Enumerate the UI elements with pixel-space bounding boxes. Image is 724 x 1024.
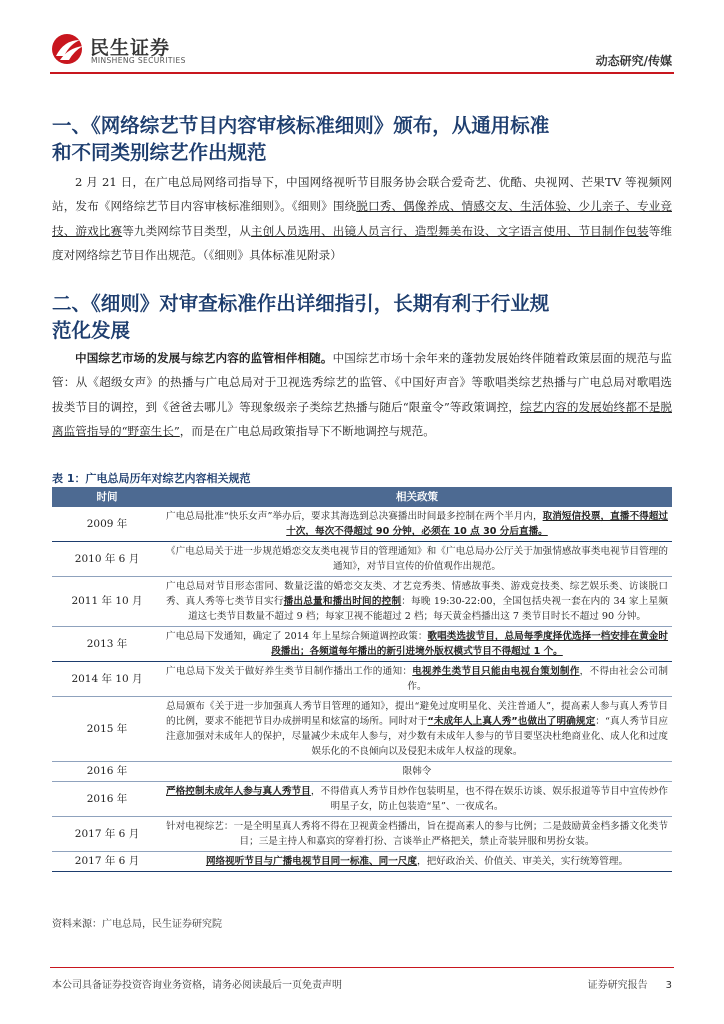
policy-text: 广电总局下发关于做好养生类节目制作播出工作的通知： [166, 666, 413, 677]
footer-disclaimer: 本公司具备证券投资咨询业务资格，请务必阅读最后一页免责声明 [52, 980, 342, 991]
policy-emphasis: 播出总量和播出时间的控制 [283, 596, 402, 607]
section1-title-line1: 一、《网络综艺节目内容审核标准细则》颁布，从通用标准 [52, 114, 550, 137]
section1-text-b: 等九类网综节目类型，从 [122, 223, 251, 238]
row-time: 2016 年 [52, 762, 162, 782]
row-time: 2010 年 6 月 [52, 542, 162, 577]
section1-underlined-genres: 脱口秀、偶像养成、情感交友、生活体验、少儿亲子、专业竞技、游戏比赛 [52, 199, 672, 238]
table-header-row [52, 487, 672, 507]
footer-report-type: 证券研究报告 [587, 980, 648, 991]
row-policy [162, 817, 672, 852]
footer-right [570, 976, 672, 991]
row-policy [162, 852, 672, 872]
policy-emphasis: 电视养生类节目只能由电视台策划制作 [412, 666, 580, 677]
section1-title [52, 112, 672, 166]
policy-emphasis: 严格控制未成年人参与真人秀节目 [166, 786, 311, 797]
row-time: 2017 年 6 月 [52, 817, 162, 852]
section2-paragraph [52, 346, 672, 443]
policy-text: 限韩令 [402, 766, 432, 777]
table-row [52, 782, 672, 817]
section2-lead-sentence: 中国综艺市场的发展与综艺内容的监管相伴相随。 [75, 351, 333, 365]
section2-title [52, 290, 672, 344]
column-header-policy: 相关政策 [162, 487, 672, 507]
row-policy [162, 577, 672, 627]
policy-emphasis: “未成年人上真人秀”也做出了明确规定 [427, 716, 596, 727]
section1-underlined-dimensions: 主创人员选用、出镜人员言行、造型舞美布设、文字语言使用、节目制作包装 [250, 223, 649, 238]
table-row [52, 507, 672, 542]
table-row [52, 542, 672, 577]
section2-title-line2: 范化发展 [52, 319, 131, 342]
page-header [0, 0, 724, 80]
logo-chinese-name: 民生证券 [90, 37, 171, 59]
policy-emphasis: 取消短信投票，直播不得超过十次，每次不得超过 90 分钟，必须在 10 点 30 分后直播。 [286, 511, 668, 537]
section1-title-line2: 和不同类别综艺作出规范 [52, 141, 267, 164]
row-time: 2014 年 10 月 [52, 662, 162, 697]
section1-text-a: 2 月 21 日，在广电总局网络司指导下，中国网络视听节目服务协会联合爱奇艺、优酷、央视网、芒果TV 等视频网站，发布《网络综艺节目内容审核标准细则》。《细则》围绕 [52, 175, 672, 214]
policy-emphasis: 歌唱类选拔节目，总局每季度择优选择一档安排在黄金时段播出；各频道每年播出的新引进境外版权模式节目不得超过 1 个。 [271, 631, 669, 657]
policy-text-tail: ：“真人秀节目应注意加强对未成年人的保护，尽量减少未成年人参与，对少数有未成年人参与的节目要坚决杜绝商业化、成人化和过度娱乐化的不良倾向以及侵犯未成年人权益的现象。 [166, 716, 668, 757]
row-time: 2017 年 6 月 [52, 852, 162, 872]
table-row [52, 852, 672, 872]
table-row [52, 697, 672, 762]
table-row [52, 577, 672, 627]
row-policy [162, 697, 672, 762]
logo-english-name: MINSHENG SECURITIES [91, 56, 186, 65]
row-time: 2011 年 10 月 [52, 577, 162, 627]
row-policy [162, 762, 672, 782]
row-policy [162, 662, 672, 697]
section2-text-b: ，而是在广电总局政策指导下不断地调控与规范。 [179, 423, 435, 438]
row-policy [162, 507, 672, 542]
row-time: 2015 年 [52, 697, 162, 762]
policy-text: 广电总局下发通知，确定了 2014 年上星综合频道调控政策： [166, 631, 428, 642]
policy-emphasis: 网络视听节目与广播电视节目同一标准、同一尺度 [205, 856, 417, 867]
policy-text: 针对电视综艺：一是全明星真人秀将不得在卫视黄金档播出，旨在提高素人的参与比例；二是鼓励黄金档多播文化类节目；三是主持人和嘉宾的穿着打扮、言谈举止严格把关，禁止奇装异服和男扮女装。 [166, 821, 668, 847]
table-row [52, 662, 672, 697]
header-divider [50, 72, 674, 74]
policy-text-tail: ，不得由社会公司制作。 [407, 666, 669, 692]
section1-text-c: 等维度对网络综艺节目作出规范。（《细则》具体标准见附录） [52, 223, 672, 262]
row-time: 2013 年 [52, 627, 162, 662]
row-policy [162, 542, 672, 577]
logo-swoosh-icon [50, 32, 86, 66]
row-time: 2009 年 [52, 507, 162, 542]
policy-text-tail: ，不得借真人秀节目炒作包装明星，也不得在娱乐访谈、娱乐报道等节目中宣传炒作明星子女，防止包装造“星”、一夜成名。 [310, 786, 669, 812]
policy-text: 《广电总局关于进一步规范婚恋交友类电视节目的管理通知》和《广电总局办公厅关于加强情感故事类电视节目管理的通知》，对节目宣传的价值观作出规范。 [166, 546, 668, 572]
table-source-note: 资料来源：广电总局，民生证券研究院 [52, 919, 222, 930]
row-policy [162, 627, 672, 662]
table-row [52, 762, 672, 782]
table-title: 表 1：广电总局历年对综艺内容相关规范 [52, 472, 251, 485]
policy-text: 广电总局批准“快乐女声”举办后，要求其海选到总决赛播出时间最多控制在两个半月内， [166, 511, 543, 522]
policy-text-tail: ：每晚 19:30-22:00，全国包括央视一套在内的 34 家上星频道这七类节目数量不超过 9 档；每家卫视不能超过 2 档；每天黄金档播出这 7 类节目时长不超过 90 分钟。 [188, 596, 668, 622]
section1-paragraph [52, 170, 672, 267]
row-time: 2016 年 [52, 782, 162, 817]
policy-text: 广电总局对节目形态雷同、数量泛滥的婚恋交友类、才艺竞秀类、情感故事类、游戏竞技类、综艺娱乐类、访谈脱口秀、真人秀等七类节目实行 [166, 581, 668, 607]
table-row [52, 817, 672, 852]
section2-underlined-text: 综艺内容的发展始终都不是脱离监管指导的“野蛮生长” [52, 399, 672, 438]
row-policy [162, 782, 672, 817]
minsheng-logo [50, 32, 190, 66]
table-row [52, 627, 672, 662]
column-header-time: 时间 [52, 487, 162, 507]
report-category: 动态研究/传媒 [595, 54, 672, 68]
page-number: 3 [665, 980, 672, 991]
policy-text-tail: ，把好政治关、价值关、审美关，实行统筹管理。 [417, 856, 629, 867]
footer-divider [50, 967, 674, 968]
section2-text-a: 中国综艺市场十余年来的蓬勃发展始终伴随着政策层面的规范与监管：从《超级女声》的热播与广电总局对于卫视选秀综艺的监管、《中国好声音》等歌唱类综艺热播与广电总局对歌唱选拔类节目的调控，到《爸爸去哪儿》等现象级亲子类综艺热播与随后“限童令”等政策调控， [52, 351, 672, 414]
section2-title-line1: 二、《细则》对审查标准作出详细指引，长期有利于行业规 [52, 292, 550, 315]
policy-table [52, 487, 672, 872]
policy-text: 总局颁布《关于进一步加强真人秀节目管理的通知》，提出“避免过度明星化、关注普通人”，提高素人参与真人秀节目的比例，要求不能把节目办成拼明星和炫富的场所。同时对于 [166, 701, 668, 727]
